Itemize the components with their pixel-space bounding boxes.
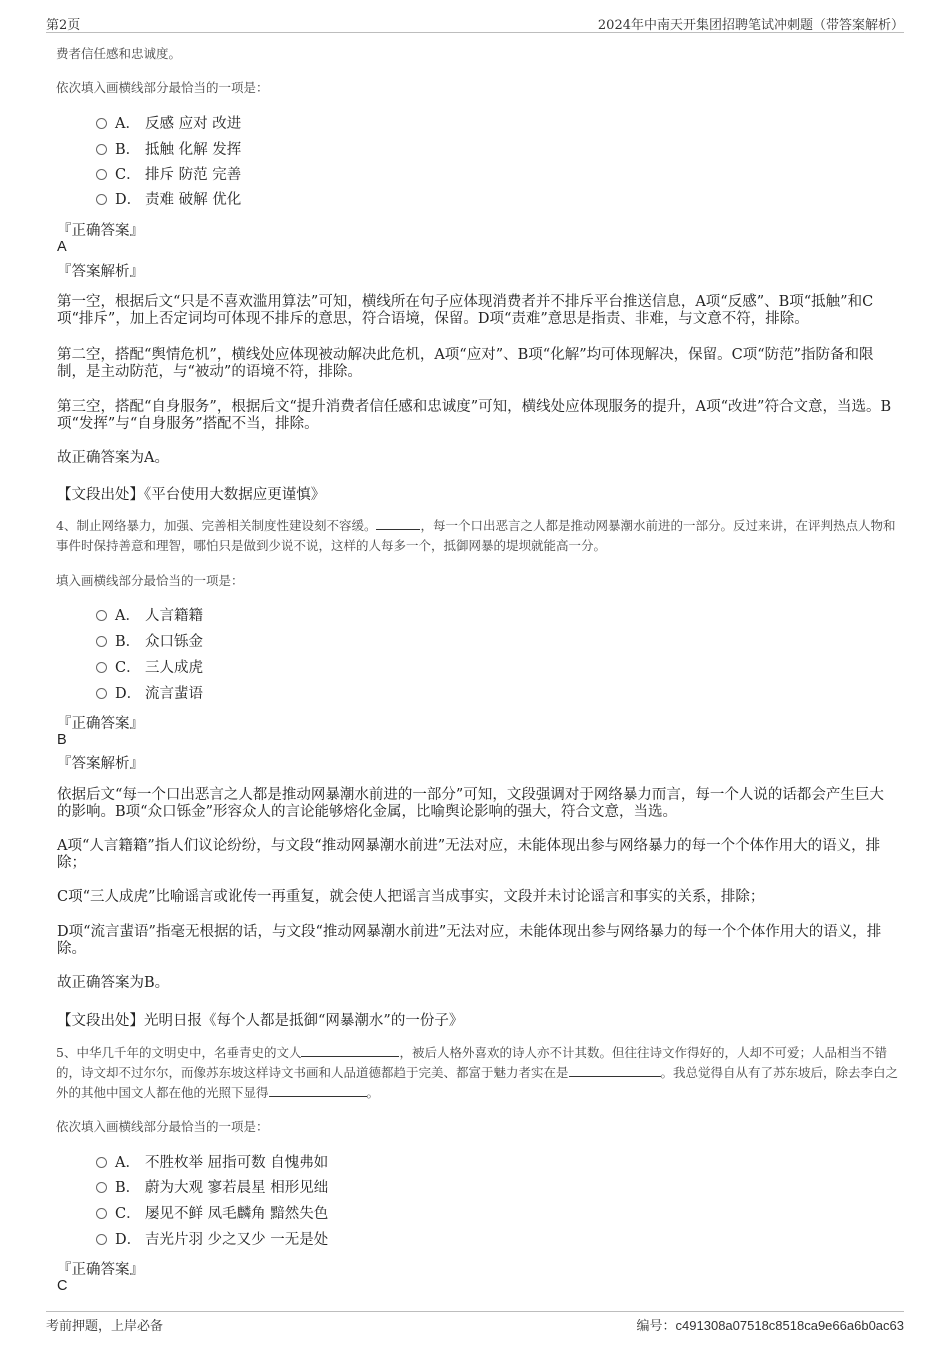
radio-icon[interactable] — [96, 610, 107, 621]
radio-icon[interactable] — [96, 144, 107, 155]
q3-prompt: 依次填入画横线部分最恰当的一项是： — [56, 80, 269, 95]
q4-analysis-3: C项“三人成虎”比喻谣言或讹传一再重复，就会使人把谣言当成事实，文段并未讨论谣言和事实的关系，排除； — [57, 889, 765, 905]
q5-option-b[interactable]: B． 蔚为大观 寥若晨星 相形见绌 — [96, 1178, 328, 1198]
footer-slogan: 考前押题，上岸必备 — [46, 1319, 164, 1334]
radio-icon[interactable] — [96, 1234, 107, 1245]
q3-stem-tail: 费者信任感和忠诚度。 — [56, 46, 182, 61]
q4-option-a[interactable]: A． 人言籍籍 — [96, 606, 203, 626]
q4-option-c[interactable]: C． 三人成虎 — [96, 658, 203, 678]
q4-option-b[interactable]: B． 众口铄金 — [96, 632, 203, 652]
q3-source: 【文段出处】《平台使用大数据应更谨慎》 — [57, 487, 326, 503]
q4-answer: B — [57, 732, 67, 748]
q4-option-d[interactable]: D． 流言蜚语 — [96, 684, 203, 704]
radio-icon[interactable] — [96, 1157, 107, 1168]
q4-analysis-1: 依据后文“每一个口出恶言之人都是推动网暴潮水前进的一部分”可知，文段强调对于网络暴力而言，每一个人说的话都会产生巨大的影响。B项“众口铄金”形容众人的言论能够熔化金属，比喻舆论影响的强大，符合文意，当选。 — [57, 787, 884, 820]
q4-source: 【文段出处】光明日报《每个人都是抵御“网暴潮水”的一份子》 — [57, 1013, 464, 1029]
q3-analysis-1: 第一空，根据后文“只是不喜欢滥用算法”可知，横线所在句子应体现消费者并不排斥平台推送信息，A项“反感”、B项“抵触”和C项“排斥”，加上否定词均可体现不排斥的意思，符合语境，保留。D项“责难”意思是指责、非难，与文意不符，排除。 — [57, 294, 874, 327]
q3-analysis-tag: 『答案解析』 — [57, 264, 144, 280]
page-header — [46, 12, 904, 33]
radio-icon[interactable] — [96, 662, 107, 673]
document-code: 编号：c491308a07518c8518ca9e66a6b0ac63 — [636, 1318, 904, 1334]
q4-analysis-2: A项“人言籍籍”指人们议论纷纷，与文段“推动网暴潮水前进”无法对应，未能体现出参与网络暴力的每一个个体作用大的语义，排除； — [57, 838, 881, 871]
radio-icon[interactable] — [96, 636, 107, 647]
q4-stem: 4、制止网络暴力，加强、完善相关制度性建设刻不容缓。 ，每一个口出恶言之人都是推动网暴潮水前进的一部分。反过来讲，在评判热点人物和事件时保持善意和理智，哪怕只是做到少说不说，这样的人每多一个，抵御网暴的堤坝就能高一分。 — [56, 518, 896, 553]
fill-blank — [301, 1044, 399, 1057]
fill-blank — [376, 517, 420, 530]
q4-answer-tag: 『正确答案』 — [57, 716, 144, 732]
radio-icon[interactable] — [96, 118, 107, 129]
q3-answer: A — [57, 239, 67, 255]
q5-option-d[interactable]: D． 吉光片羽 少之又少 一无是处 — [96, 1230, 328, 1250]
radio-icon[interactable] — [96, 169, 107, 180]
q3-option-d[interactable]: D． 责难 破解 优化 — [96, 190, 241, 210]
q5-prompt: 依次填入画横线部分最恰当的一项是： — [56, 1119, 269, 1134]
radio-icon[interactable] — [96, 194, 107, 205]
q3-conclusion: 故正确答案为A。 — [57, 450, 169, 466]
q4-conclusion: 故正确答案为B。 — [57, 975, 170, 991]
fill-blank — [269, 1084, 367, 1097]
page-number: 第2页 — [46, 18, 81, 33]
q3-analysis-3: 第三空，搭配“自身服务”，根据后文“提升消费者信任感和忠诚度”可知，横线处应体现服务的提升，A项“改进”符合文意，当选。B项“发挥”与“自身服务”搭配不当，排除。 — [57, 399, 892, 432]
q3-option-a[interactable]: A． 反感 应对 改进 — [96, 114, 241, 134]
q3-option-c[interactable]: C． 排斥 防范 完善 — [96, 165, 241, 185]
q5-answer: C — [57, 1278, 68, 1294]
document-title: 2024年中南天开集团招聘笔试冲刺题（带答案解析） — [597, 18, 904, 33]
q4-prompt: 填入画横线部分最恰当的一项是： — [56, 573, 244, 588]
radio-icon[interactable] — [96, 1182, 107, 1193]
page-footer — [46, 1311, 904, 1332]
q5-option-a[interactable]: A． 不胜枚举 屈指可数 自愧弗如 — [96, 1153, 328, 1173]
q3-option-b[interactable]: B． 抵触 化解 发挥 — [96, 140, 241, 160]
fill-blank — [569, 1064, 661, 1077]
q4-analysis-tag: 『答案解析』 — [57, 756, 144, 772]
q3-analysis-2: 第二空，搭配“舆情危机”，横线处应体现被动解决此危机，A项“应对”、B项“化解”均可体现解决，保留。C项“防范”指防备和限制，是主动防范，与“被动”的语境不符，排除。 — [57, 347, 874, 380]
q5-answer-tag: 『正确答案』 — [57, 1262, 144, 1278]
q5-stem: 5、中华几千年的文明史中，名垂青史的文人 ，被后人格外喜欢的诗人亦不计其数。但往往诗文作得好的，人却不可爱；人品相当不错的，诗文却不过尔尔，而像苏东坡这样诗文书画和人品道德都趋于完美、都富于魅力者实在是 。我总觉得自从有了苏东坡后，除去李白之外的其他中国文人都在他的光照下显得 。 — [56, 1045, 899, 1100]
radio-icon[interactable] — [96, 1208, 107, 1219]
radio-icon[interactable] — [96, 688, 107, 699]
q4-analysis-4: D项“流言蜚语”指毫无根据的话，与文段“推动网暴潮水前进”无法对应，未能体现出参与网络暴力的每一个个体作用大的语义，排除。 — [57, 924, 882, 957]
q5-option-c[interactable]: C． 屡见不鲜 凤毛麟角 黯然失色 — [96, 1204, 328, 1224]
q3-answer-tag: 『正确答案』 — [57, 223, 144, 239]
